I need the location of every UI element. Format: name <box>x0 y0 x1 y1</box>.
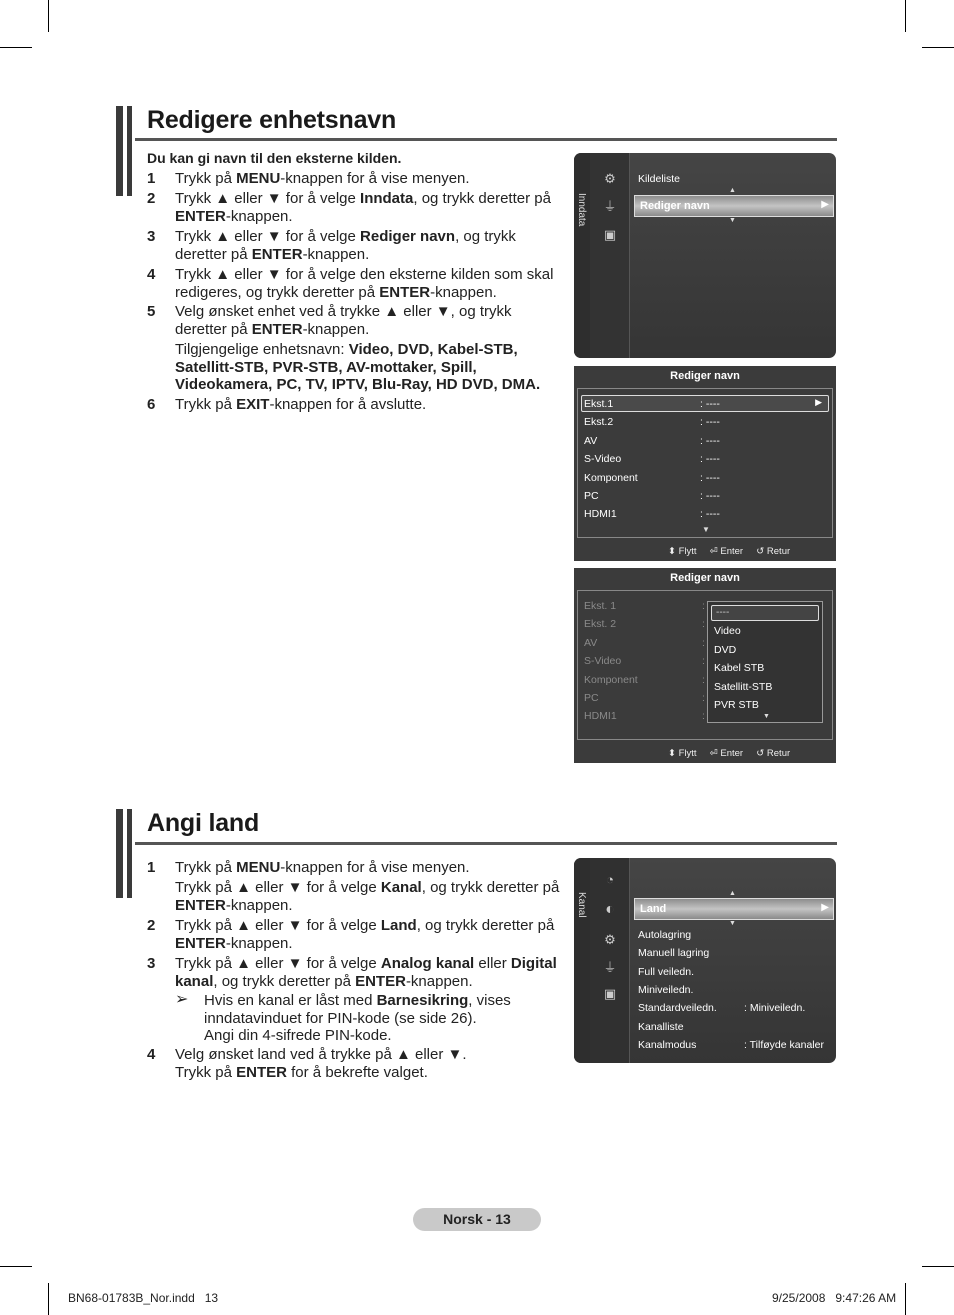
source-label: AV <box>584 434 598 447</box>
source-label: S-Video <box>584 453 622 466</box>
source-value: : ---- <box>700 453 720 466</box>
source-value: : ---- <box>700 398 720 410</box>
crop-mark <box>905 1283 906 1315</box>
menu-item-label: Kanalmodus <box>638 1038 697 1051</box>
step-text: Trykk ▲ eller ▼ for å velge Inndata, og trykk deretter på ENTER-knappen. <box>175 190 551 225</box>
picture-icon[interactable]: ▣ <box>603 986 617 1001</box>
file-slug: BN68-01783B_Nor.indd 13 <box>68 1291 219 1305</box>
crop-mark <box>48 1283 49 1315</box>
step-text: Velg ønsket land ved å trykke på ▲ eller ▼. Trykk på ENTER for å bekrefte valget. <box>175 1046 467 1081</box>
move-icon: ⬍ <box>668 546 676 557</box>
page-number: Norsk - 13 <box>413 1208 541 1231</box>
step-text: Trykk ▲ eller ▼ for å velge den eksterne kilden som skal redigeres, og trykk deretter på ENTER-knappen. <box>175 266 554 301</box>
step-text: Trykk ▲ eller ▼ for å velge Rediger navn, og trykk deretter på ENTER-knappen. <box>175 228 516 263</box>
source-value: : ---- <box>700 434 720 447</box>
source-label: S-Video <box>584 655 622 668</box>
channel-menu-item[interactable] <box>638 947 828 961</box>
chevron-right-icon: ▶ <box>821 199 829 210</box>
dropdown-option[interactable]: Kabel STB <box>714 662 765 674</box>
osd-title: Rediger navn <box>670 370 740 382</box>
channel-menu-item[interactable] <box>638 966 828 980</box>
section-bar <box>116 809 123 898</box>
osd-side-strip <box>574 858 590 1063</box>
source-label: HDMI1 <box>584 710 617 723</box>
source-value: : ---- <box>700 508 720 521</box>
menu-item-label: Standardveiledn. <box>638 1002 717 1015</box>
separator: : <box>702 600 705 612</box>
date-slug: 9/25/2008 9:47:26 AM <box>772 1291 897 1305</box>
picture-icon[interactable]: ▣ <box>603 227 617 242</box>
source-row[interactable] <box>584 398 824 412</box>
osd-side-label: Kanal <box>576 892 587 918</box>
dropdown-option[interactable]: DVD <box>714 643 737 656</box>
antenna-icon[interactable]: ◔ <box>606 872 614 887</box>
gear-icon[interactable]: ⚙ <box>604 171 616 186</box>
enter-icon: ⏎ <box>709 748 718 759</box>
channel-menu-item[interactable] <box>638 1021 828 1035</box>
step-text: Velg ønsket enhet ved å trykke ▲ eller ▼, og trykk deretter på ENTER-knappen. <box>175 303 512 338</box>
step-number: 1 <box>147 859 156 876</box>
source-label: Ekst. 2 <box>584 618 617 631</box>
source-label: Ekst.1 <box>584 398 614 410</box>
crop-mark <box>48 0 49 32</box>
dropdown-current[interactable]: ---- <box>711 605 819 621</box>
section-bar <box>127 106 132 196</box>
step-number: 3 <box>147 228 156 245</box>
menu-item-value: : Miniveiledn. <box>744 1002 806 1015</box>
crop-mark <box>922 1266 954 1267</box>
step-number: 3 <box>147 955 156 972</box>
dropdown-option[interactable]: PVR STB <box>714 699 759 711</box>
step-text: Trykk på MENU-knappen for å vise menyen. <box>175 859 470 876</box>
section-bar <box>116 106 123 196</box>
input-plug-icon[interactable]: ⏚ <box>603 960 617 975</box>
osd-icon-column <box>590 153 630 358</box>
step-text: Tilgjengelige enhetsnavn: Video, DVD, Kabel-STB, Satellitt-STB, PVR-STB, AV-mottaker, Spill, Videokamera, PC, TV, IPTV, Blu-Ray, HD DVD, DMA. <box>175 341 541 393</box>
step-number: 4 <box>147 1046 156 1063</box>
osd-title: Rediger navn <box>670 572 740 584</box>
scroll-down-icon: ▼ <box>763 713 770 720</box>
menu-item-label: Full veiledn. <box>638 965 695 978</box>
osd-icon-column <box>590 858 630 1063</box>
return-icon: ↺ <box>756 748 765 759</box>
menu-item-source-list[interactable]: Kildeliste <box>638 173 681 185</box>
satellite-dish-icon[interactable]: ◐ <box>605 901 615 918</box>
step-text: Trykk på MENU-knappen for å vise menyen. <box>175 170 470 187</box>
channel-menu-item[interactable] <box>638 1039 828 1053</box>
menu-item-edit-name[interactable]: Rediger navn ▶ <box>634 195 834 217</box>
section-title: Redigere enhetsnavn <box>147 106 397 134</box>
osd-channel-menu <box>574 858 836 1063</box>
step-text: Trykk på ▲ eller ▼ for å velge Analog kanal eller Digital kanal, og trykk deretter på ENTER-knappen. <box>175 955 557 990</box>
move-icon: ⬍ <box>668 748 676 759</box>
crop-mark <box>0 1266 32 1267</box>
menu-item-label: Manuell lagring <box>638 947 710 960</box>
osd-side-strip <box>574 153 590 358</box>
name-dropdown[interactable] <box>707 601 823 723</box>
source-label: Ekst. 1 <box>584 600 617 612</box>
menu-item-label: Miniveiledn. <box>638 983 694 996</box>
step-number: 2 <box>147 190 156 207</box>
channel-menu-item[interactable] <box>638 984 828 998</box>
separator: : <box>702 710 705 723</box>
menu-item-country[interactable]: Land ▶ <box>634 898 834 920</box>
separator: : <box>702 618 705 631</box>
menu-item-value: : Tilføyde kanaler <box>744 1038 824 1051</box>
osd-footer: ⬍ Flytt ⏎ Enter ↺ Retur <box>668 546 791 557</box>
dropdown-option[interactable]: Video <box>714 625 741 637</box>
step-number: 2 <box>147 917 156 934</box>
separator: : <box>702 636 705 649</box>
osd-edit-name-dropdown <box>574 568 836 763</box>
separator: : <box>702 692 705 704</box>
separator: : <box>702 655 705 668</box>
source-label: Komponent <box>584 673 638 686</box>
scroll-down-icon: ▼ <box>702 525 710 534</box>
source-value: : ---- <box>700 416 720 429</box>
gear-icon[interactable]: ⚙ <box>604 932 616 947</box>
enter-icon: ⏎ <box>709 546 718 557</box>
osd-side-label: Inndata <box>576 193 587 227</box>
menu-item-label: Autolagring <box>638 929 692 941</box>
source-row[interactable] <box>584 508 824 522</box>
section-rule <box>135 842 837 845</box>
chevron-right-icon: ▶ <box>821 902 829 913</box>
source-row[interactable] <box>584 490 824 504</box>
step-number: 4 <box>147 266 156 283</box>
osd-footer: ⬍ Flytt ⏎ Enter ↺ Retur <box>668 748 791 759</box>
source-label: Komponent <box>584 471 638 484</box>
source-label: Ekst.2 <box>584 416 614 429</box>
source-row[interactable] <box>584 453 824 467</box>
osd-input-menu <box>574 153 836 358</box>
dropdown-option[interactable]: Satellitt-STB <box>714 680 773 693</box>
crop-mark <box>922 47 954 48</box>
separator: : <box>702 673 705 686</box>
crop-mark <box>0 47 32 48</box>
section-rule <box>135 138 837 141</box>
section-intro: Du kan gi navn til den eksterne kilden. <box>147 150 402 166</box>
section-bar <box>127 809 132 898</box>
source-label: PC <box>584 490 599 502</box>
menu-item-label: Kanalliste <box>638 1020 684 1033</box>
source-value: : ---- <box>700 490 720 502</box>
step-text: Trykk på ▲ eller ▼ for å velge Land, og trykk deretter på ENTER-knappen. <box>175 917 555 952</box>
osd-edit-name-list <box>574 366 836 561</box>
channel-menu-item[interactable] <box>638 1002 828 1016</box>
source-row[interactable] <box>584 472 824 486</box>
channel-menu-item[interactable] <box>638 929 828 943</box>
section-title: Angi land <box>147 809 260 837</box>
scroll-up-icon: ▲ <box>729 187 736 194</box>
step-number: 5 <box>147 303 156 320</box>
source-label: PC <box>584 692 599 704</box>
source-label: AV <box>584 636 598 649</box>
return-icon: ↺ <box>756 546 765 557</box>
source-label: HDMI1 <box>584 508 617 521</box>
step-number: 1 <box>147 170 156 187</box>
chevron-right-icon: ▶ <box>815 397 822 407</box>
note-arrow-icon: ➢ <box>175 991 189 1008</box>
step-text: Hvis en kanal er låst med Barnesikring, vises inndatavinduet for PIN-kode (se side 26). Angi din 4-sifrede PIN-kode. <box>204 992 511 1044</box>
crop-mark <box>905 0 906 32</box>
step-number: 6 <box>147 396 156 413</box>
step-text: Trykk på EXIT-knappen for å avslutte. <box>175 396 427 413</box>
source-row[interactable] <box>584 435 824 449</box>
input-plug-icon[interactable]: ⏚ <box>603 199 617 214</box>
source-row[interactable] <box>584 416 824 430</box>
scroll-down-icon: ▼ <box>729 217 736 224</box>
source-value: : ---- <box>700 471 720 484</box>
step-text: Trykk på ▲ eller ▼ for å velge Kanal, og trykk deretter på ENTER-knappen. <box>175 879 560 914</box>
scroll-up-icon: ▲ <box>729 890 736 897</box>
scroll-down-icon: ▼ <box>729 920 736 927</box>
